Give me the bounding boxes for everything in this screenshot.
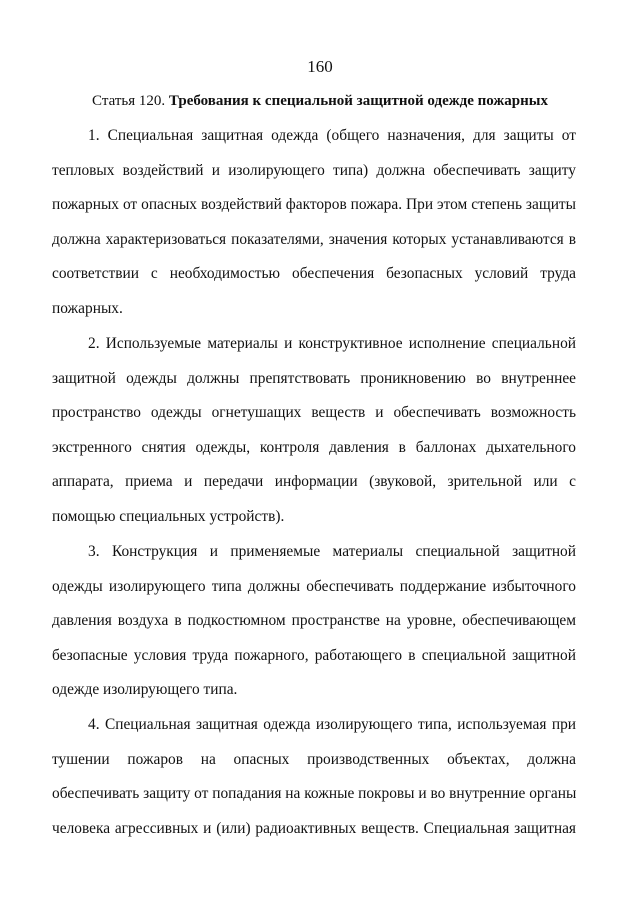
paragraph-3 — [52, 541, 576, 714]
paragraph-line: должна характеризоваться показателями, значения которых устанавливаются в — [52, 230, 576, 248]
article-number: Статья 120. — [92, 93, 166, 109]
paragraph-2 — [52, 333, 576, 540]
paragraph-line: давления воздуха в подкостюмном пространстве на уровне, обеспечивающем — [52, 612, 576, 629]
paragraph-line: одежды изолирующего типа должны обеспечивать поддержание избыточного — [52, 577, 576, 595]
paragraph-line: соответствии с необходимостью обеспечения безопасных условий труда — [52, 265, 576, 282]
paragraph-line: 1. Специальная защитная одежда (общего назначения, для защиты от — [88, 127, 576, 144]
article-heading — [0, 93, 640, 110]
paragraph-line: пожарных от опасных воздействий факторов пожара. При этом степень защиты — [52, 196, 576, 213]
page-number: 160 — [307, 57, 333, 76]
paragraph-line: 3. Конструкция и применяемые материалы специальной защитной — [88, 543, 576, 560]
paragraph-line: обеспечивать защиту от попадания на кожные покровы и во внутренние органы — [52, 785, 577, 802]
paragraph-line: пространство одежды огнетушащих веществ и обеспечивать возможность — [52, 404, 576, 421]
paragraph-line: 2. Используемые материалы и конструктивное исполнение специальной — [88, 335, 576, 352]
paragraph-line: человека агрессивных и (или) радиоактивных веществ. Специальная защитная — [52, 819, 576, 837]
article-title: Требования к специальной защитной одежде пожарных — [168, 93, 548, 109]
paragraph-line: тепловых воздействий и изолирующего типа) должна обеспечивать защиту — [52, 161, 576, 179]
paragraph-line: помощью специальных устройств). — [52, 507, 285, 525]
paragraph-line: одежде изолирующего типа. — [52, 681, 238, 698]
paragraph-1 — [52, 125, 576, 332]
paragraph-line: защитной одежды должны препятствовать проникновению во внутреннее — [52, 369, 576, 387]
paragraph-4 — [52, 714, 576, 852]
paragraph-line: тушении пожаров на опасных производственных объектах, должна — [52, 750, 576, 768]
paragraph-line: безопасные условия труда пожарного, работающего в специальной защитной — [52, 646, 576, 664]
paragraph-line: экстренного снятия одежды, контроля давления в баллонах дыхательного — [52, 438, 576, 456]
paragraph-line: аппарата, приема и передачи информации (звуковой, зрительной или с — [52, 473, 576, 490]
paragraph-line: 4. Специальная защитная одежда изолирующего типа, используемая при — [88, 716, 576, 733]
paragraph-line: пожарных. — [52, 299, 123, 317]
